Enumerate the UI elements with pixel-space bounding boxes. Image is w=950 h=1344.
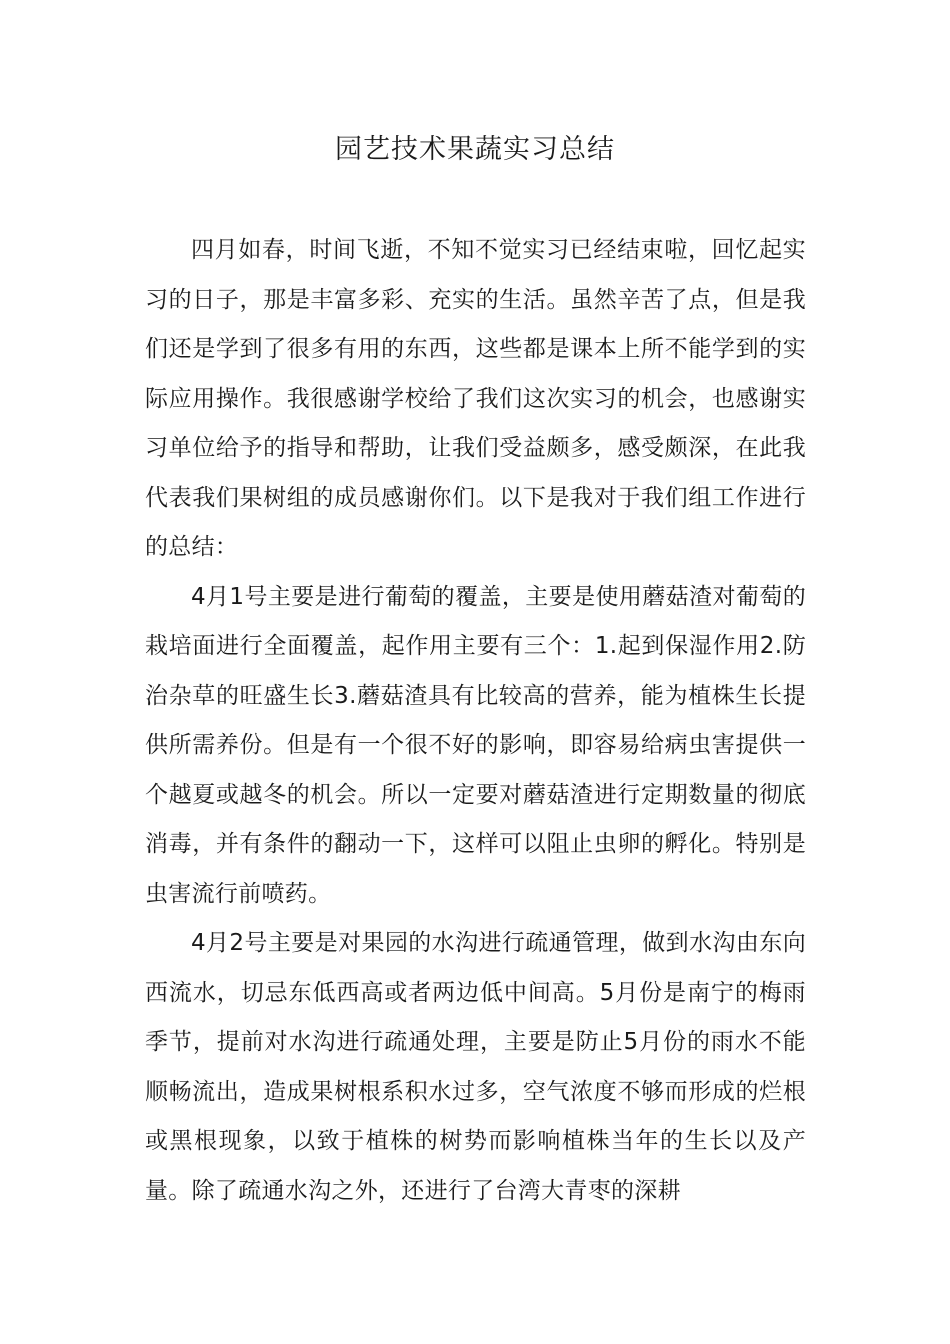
paragraph-intro: 四月如春，时间飞逝，不知不觉实习已经结束啦，回忆起实习的日子，那是丰富多彩、充实的生活。虽然辛苦了点，但是我们还是学到了很多有用的东西，这些都是课本上所不能学到的实际应用操作。我很感谢学校给了我们这次实习的机会，也感谢实习单位给予的指导和帮助，让我们受益颇多，感受颇深，在此我代表我们果树组的成员感谢你们。以下是我对于我们组工作进行的总结： [145,237,806,560]
document-title: 园艺技术果蔬实习总结 [335,134,615,165]
paragraph-april-2: 4月2号主要是对果园的水沟进行疏通管理，做到水沟由东向西流水，切忌东低西高或者两边低中间高。5月份是南宁的梅雨季节，提前对水沟进行疏通处理，主要是防止5月份的雨水不能顺畅流出，造成果树根系积水过多，空气浓度不够而形成的烂根或黑根现象，以致于植株的树势而影响植株当年的生长以及产量。除了疏通水沟之外，还进行了台湾大青枣的深耕 [145,930,806,1204]
paragraph-april-1: 4月1号主要是进行葡萄的覆盖，主要是使用蘑菇渣对葡萄的栽培面进行全面覆盖，起作用主要有三个：1.起到保湿作用2.防治杂草的旺盛生长3.蘑菇渣具有比较高的营养，能为植株生长提供所需养份。但是有一个很不好的影响，即容易给病虫害提供一个越夏或越冬的机会。所以一定要对蘑菇渣进行定期数量的彻底消毒，并有条件的翻动一下，这样可以阻止虫卵的孵化。特别是虫害流行前喷药。 [145,583,806,907]
document-body [145,226,806,1216]
